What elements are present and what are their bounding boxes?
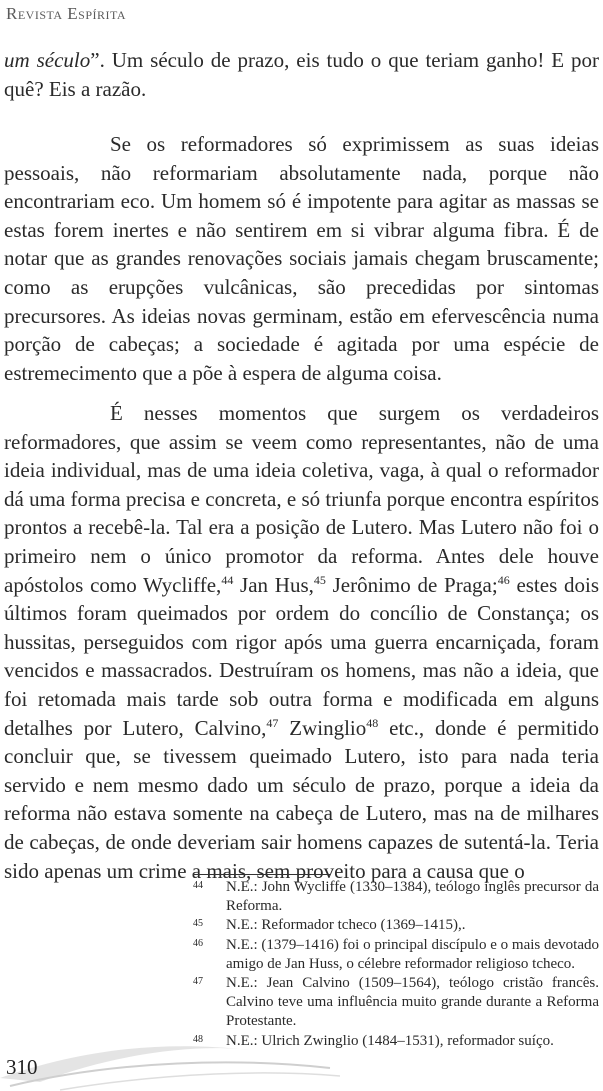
decorative-swoosh <box>0 1020 603 1091</box>
paragraph-text: Jerônimo de Praga; <box>325 572 498 597</box>
footnote-text: N.E.: Ulrich Zwinglio (1484–1531), reformador suíço. <box>226 1032 554 1049</box>
footnote-text: N.E.: (1379–1416) foi o principal discípulo e o mais devotado amigo de Jan Huss, o célebre reformador religioso tcheco. <box>226 936 599 972</box>
footnote-number: 48 <box>193 1033 203 1045</box>
footnote-text: N.E.: Reformador tcheco (1369–1415),. <box>226 917 466 934</box>
footnote-number: 46 <box>193 937 203 949</box>
footnote-number: 45 <box>193 918 203 930</box>
italic-phrase: um século <box>4 48 91 72</box>
paragraph-text: Jan Hus, <box>233 572 314 597</box>
footnote-45 <box>193 916 599 935</box>
paragraph-luther <box>4 399 599 885</box>
footnote-number: 47 <box>193 976 203 988</box>
paragraph-reformers <box>4 130 599 387</box>
paragraph-text: Zwinglio <box>278 715 367 740</box>
footnote-number: 44 <box>193 880 203 891</box>
footnote-text: N.E.: John Wycliffe (1330–1384), teólogo inglês precursor da Reforma. <box>226 879 599 915</box>
footnote-ref-48[interactable]: 48 <box>366 715 379 730</box>
footnote-46 <box>193 936 599 974</box>
paragraph-text: estes dois últimos foram queimados por ordem do concílio de Constança; os hussitas, perseguidos com rigor após uma guerra encarniçada, foram vencidos e massacrados. Destruíram os homens, mas não a ideia, que foi retomada mais tarde sob outra forma e modificada em alguns detalhes por Lutero, Calvino, <box>4 572 599 740</box>
footnote-text: N.E.: Jean Calvino (1509–1564), teólogo cristão francês. Calvino teve uma influência muito grande durante a Reforma Protestante. <box>226 975 599 1030</box>
paragraph-text: etc., donde é permitido concluir que, se tivessem queimado Lutero, isto para nada teria servido e nem mesmo dado um século de prazo, porque a ideia da reforma não estava somente na cabeça de Lutero, mas na de milhares de cabeças, de onde deveriam sair homens capazes de sutentá-la. Teria sido apenas um crime a mais, sem proveito para a causa que o <box>4 715 599 883</box>
footnote-ref-45[interactable]: 45 <box>313 572 326 587</box>
paragraph-text: Se os reformadores só exprimissem as suas ideias pessoais, não reformariam absolutamente nada, porque não encontrariam eco. Um homem só é impotente para agitar as massas se estas forem inertes e não sentirem em si vibrar alguma fibra. É de notar que as grandes renovações sociais jamais chegam bruscamente; como as erupções vulcânicas, são precedidas por sintomas precursores. As ideias novas germinam, estão em efervescência numa porção de cabeças; a sociedade é agitada por uma espécie de estremecimento que a põe à espera de alguma coisa. <box>4 132 599 385</box>
paragraph-text: ”. Um século de prazo, eis tudo o que teriam ganho! E por quê? Eis a razão. <box>4 48 599 101</box>
page-number: 310 <box>6 1055 38 1079</box>
paragraph-text: É nesses momentos que surgem os verdadeiros reformadores, que assim se veem como representantes, não de uma ideia individual, mas de uma ideia coletiva, vaga, à qual o reformador dá uma forma precisa e concreta, e só triunfa porque encontra espíritos prontos a recebê-la. Tal era a posição de Lutero. Mas Lutero não foi o primeiro nem o único promotor da reforma. Antes dele houve apóstolos como Wycliffe, <box>4 401 599 597</box>
footnote-ref-47[interactable]: 47 <box>266 715 279 730</box>
paragraph-continuation <box>4 46 599 103</box>
running-head: Revista Espírita <box>6 4 127 23</box>
footnote-divider <box>193 874 330 875</box>
footnote-ref-44[interactable]: 44 <box>221 572 234 587</box>
footnote-44 <box>193 878 599 916</box>
footnote-ref-46[interactable]: 46 <box>497 572 510 587</box>
